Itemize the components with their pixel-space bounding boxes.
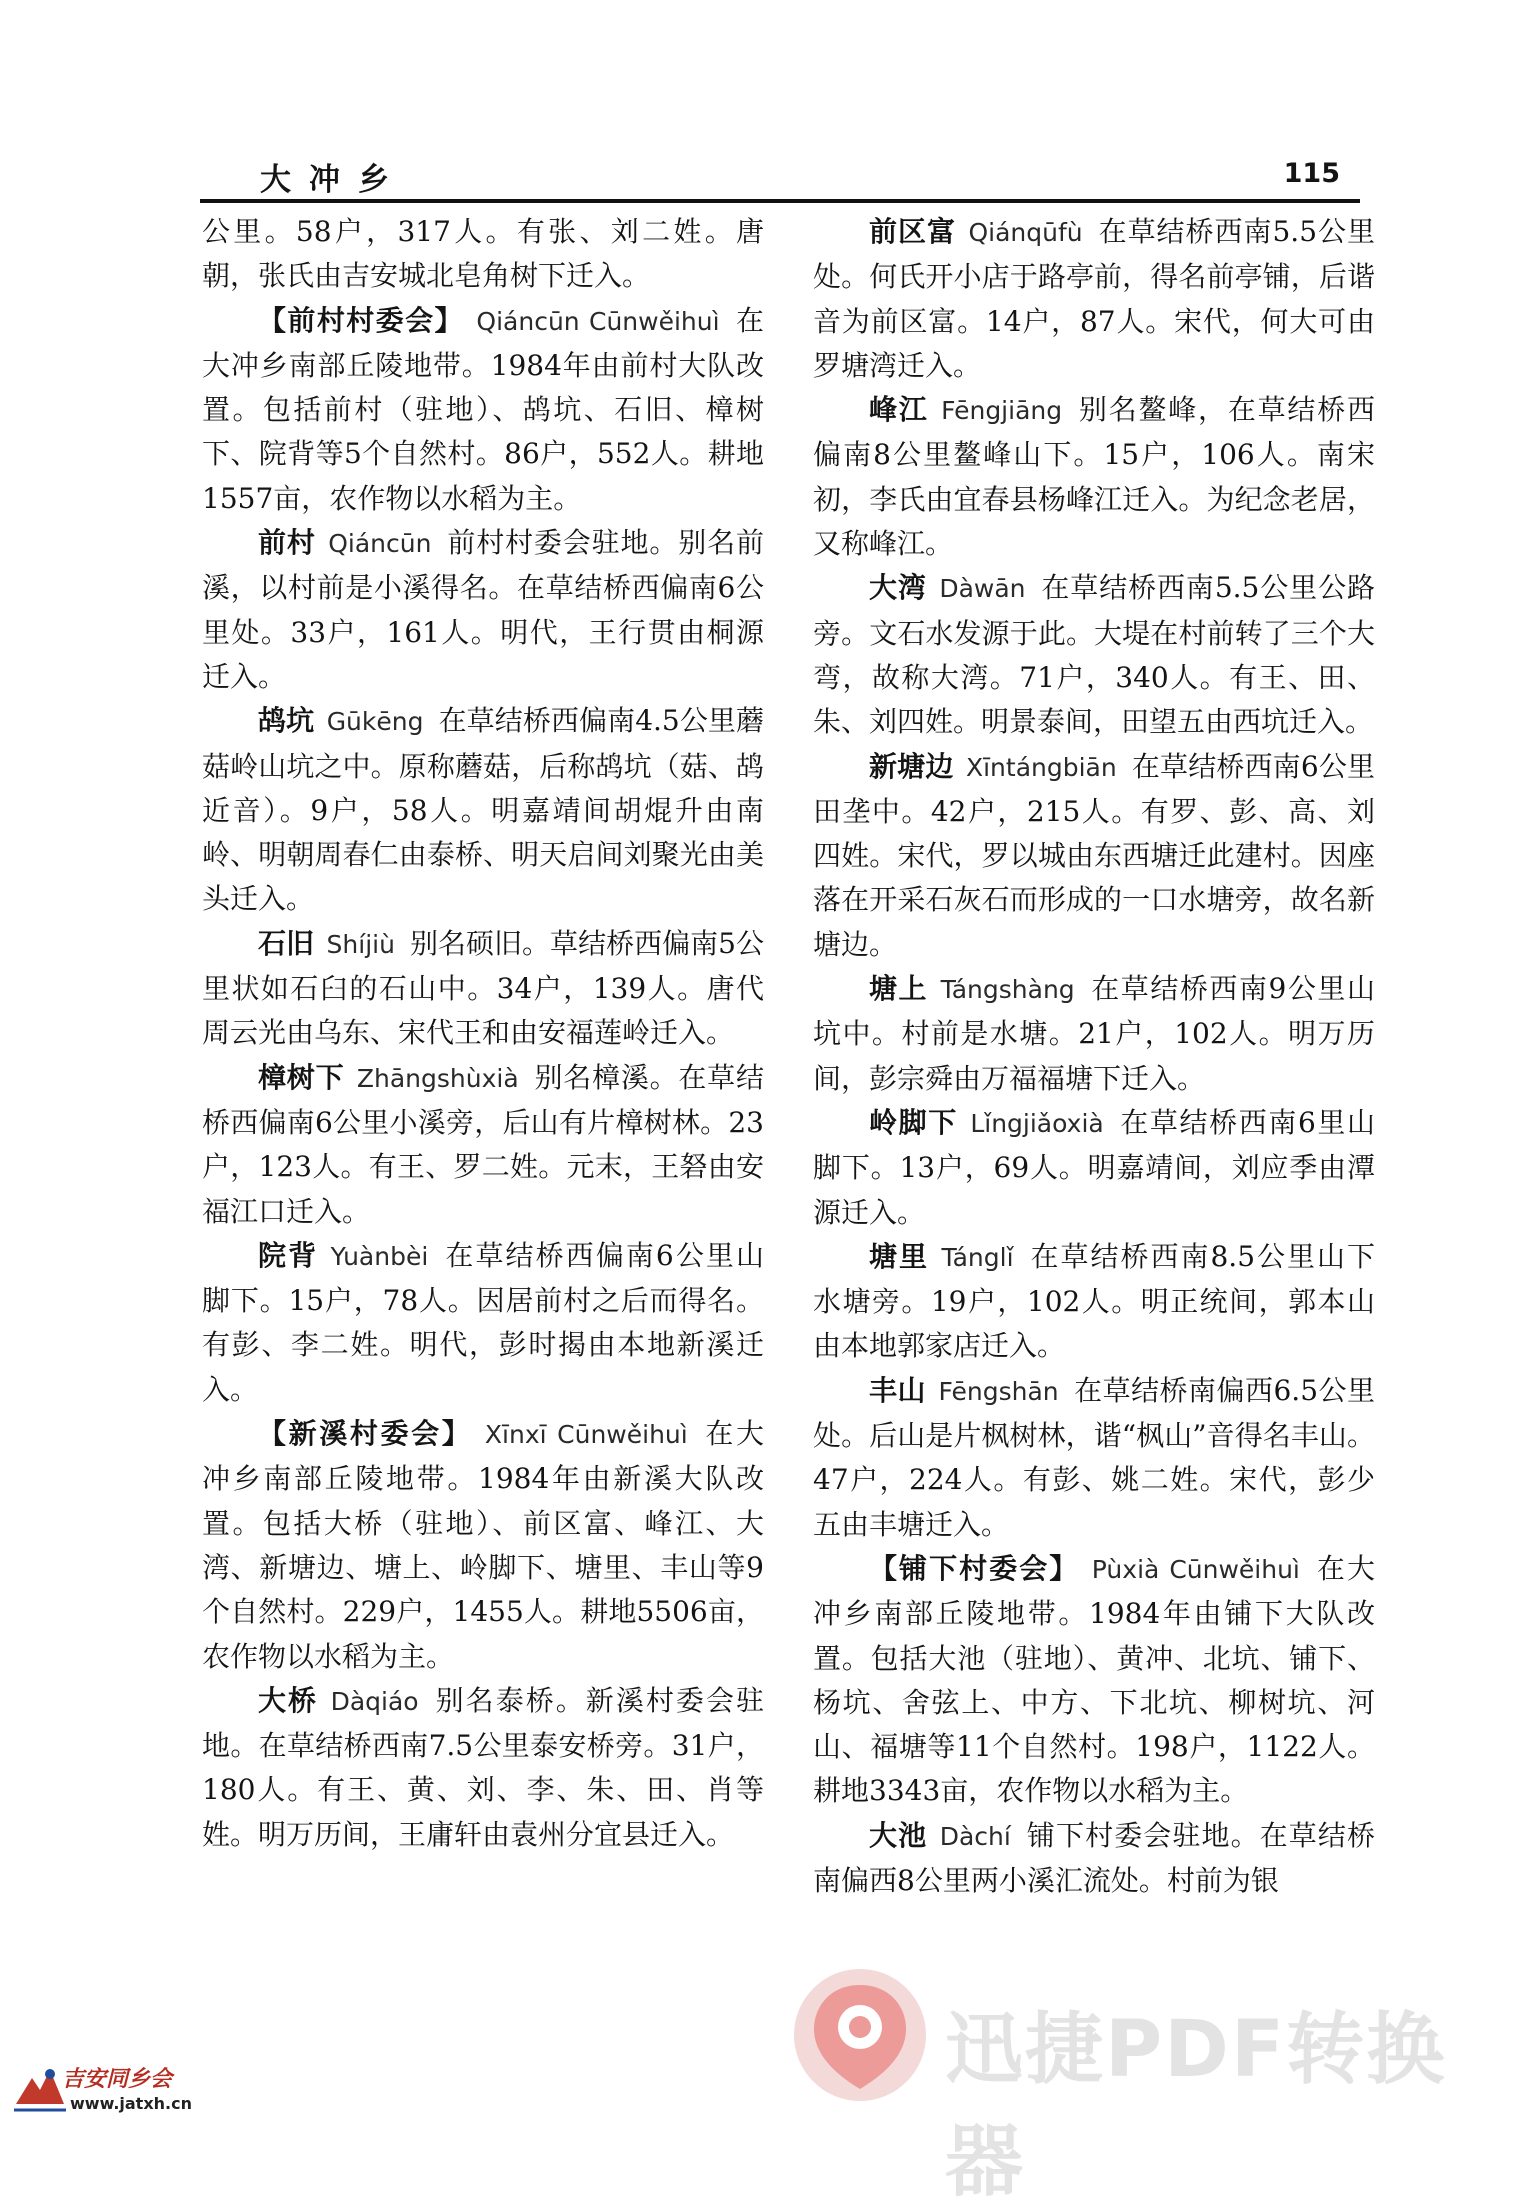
entry-text: 在草结桥西南8.5公里山下水塘旁。19户，102人。明正统间，郭本山由本地郭家店迁入。 xyxy=(813,1239,1375,1363)
entry-text: 别名泰桥。新溪村委会驻地。在草结桥西南7.5公里泰安桥旁。31户，180人。有王、黄、刘、李、朱、田、肖等姓。明万历间，王庸轩由袁州分宜县迁入。 xyxy=(202,1683,764,1851)
village-entry xyxy=(813,210,1375,388)
village-entry xyxy=(202,1234,764,1412)
pdf-converter-logo-icon xyxy=(790,1965,930,2105)
village-entry xyxy=(813,1369,1375,1547)
village-entry xyxy=(202,922,764,1056)
pinyin: Pùxià Cūnwěihuì xyxy=(1091,1554,1300,1584)
header-rule xyxy=(200,199,1360,203)
committee-entry xyxy=(202,1412,764,1679)
place-name: 石旧 xyxy=(258,926,315,960)
place-name: 前村 xyxy=(258,526,316,560)
pinyin: Dàwān xyxy=(939,574,1026,604)
committee-name: 【前村村委会】 xyxy=(258,303,464,337)
place-name: 丰山 xyxy=(869,1373,926,1407)
continued-paragraph xyxy=(202,210,764,299)
entry-text: 在草结桥西偏南6公里山脚下。15户，78人。因居前村之后而得名。有彭、李二姓。明代，彭时揭由本地新溪迁入。 xyxy=(202,1238,764,1406)
village-entry xyxy=(813,1235,1375,1369)
watermark-text: 迅捷PDF转换器 xyxy=(945,2005,1447,2207)
entry-text: 在草结桥西南9公里山坑中。村前是水塘。21户，102人。明万历间，彭宗舜由万福福塘下迁入。 xyxy=(813,972,1375,1095)
pinyin: Yuànbèi xyxy=(330,1241,429,1271)
village-entry xyxy=(813,745,1375,967)
entry-text: 在草结桥西南6里山脚下。13户，69人。明嘉靖间，刘应季由潭源迁入。 xyxy=(813,1105,1375,1229)
converter-watermark xyxy=(790,1965,1510,2207)
place-name: 塘上 xyxy=(869,972,929,1006)
pinyin: Tángshàng xyxy=(940,975,1075,1005)
pinyin: Fēngjiāng xyxy=(941,396,1063,426)
place-name: 峰江 xyxy=(869,393,929,427)
village-entry xyxy=(202,1679,764,1857)
village-entry xyxy=(813,566,1375,744)
village-entry xyxy=(813,967,1375,1101)
pinyin: Shíjiù xyxy=(326,929,395,959)
site-name: 吉安同乡会 xyxy=(62,2066,173,2092)
committee-name: 【新溪村委会】 xyxy=(258,1417,473,1451)
pinyin: Fēngshān xyxy=(938,1376,1059,1406)
entry-text: 前村村委会驻地。别名前溪，以村前是小溪得名。在草结桥西偏南6公里处。33户，161人。明代，王行贯由桐源迁入。 xyxy=(202,526,764,693)
pinyin: Gūkēng xyxy=(326,707,424,737)
entry-text: 在草结桥南偏西6.5公里处。后山是片枫树林，谐“枫山”音得名丰山。47户，224人。有彭、姚二姓。宋代，彭少五由丰塘迁入。 xyxy=(813,1373,1375,1541)
entry-text: 别名鳌峰，在草结桥西偏南8公里鳌峰山下。15户，106人。南宋初，李氏由宜春县杨峰江迁入。为纪念老居，又称峰江。 xyxy=(813,393,1375,561)
section-title: 大冲乡 xyxy=(260,162,407,198)
entry-text: 在草结桥西偏南4.5公里蘑菇岭山坑之中。原称蘑菇，后称鸪坑（菇、鸪近音）。9户，58人。明嘉靖间胡焜升由南岭、明朝周春仁由泰桥、明天启间刘聚光由美头迁入。 xyxy=(202,704,764,916)
entry-text: 在草结桥西南6公里田垄中。42户，215人。有罗、彭、高、刘四姓。宋代，罗以城由东西塘迁此建村。因座落在开采石灰石而形成的一口水塘旁，故名新塘边。 xyxy=(813,749,1375,961)
pinyin: Qiáncūn Cūnwěihuì xyxy=(476,306,720,336)
left-column xyxy=(202,210,764,1857)
entry-text: 别名硕旧。草结桥西偏南5公里状如石臼的石山中。34户，139人。唐代周云光由乌东、宋代王和由安福莲岭迁入。 xyxy=(202,926,764,1050)
village-entry xyxy=(202,1056,764,1234)
committee-entry xyxy=(813,1547,1375,1814)
entry-text: 在草结桥西南5.5公里公路旁。文石水发源于此。大堤在村前转了三个大弯，故称大湾。71户，340人。有王、田、朱、刘四姓。明景泰间，田望五由西坑迁入。 xyxy=(813,571,1375,739)
place-name: 大湾 xyxy=(869,571,927,605)
committee-entry xyxy=(202,299,764,521)
eagle-emblem-icon xyxy=(10,2060,70,2120)
pinyin: Zhāngshùxià xyxy=(356,1063,519,1093)
pinyin: Tánglǐ xyxy=(941,1242,1014,1272)
pinyin: Dàchí xyxy=(939,1821,1011,1851)
pinyin: Xīntángbiān xyxy=(965,752,1117,782)
place-name: 前区富 xyxy=(869,215,956,248)
pinyin: Qiáncūn xyxy=(328,529,432,559)
right-column xyxy=(813,210,1375,1903)
entry-text: 铺下村委会驻地。在草结桥南偏西8公里两小溪汇流处。村前为银 xyxy=(813,1818,1375,1897)
village-entry xyxy=(813,1814,1375,1904)
place-name: 塘里 xyxy=(869,1239,929,1273)
site-badge[interactable] xyxy=(10,2060,192,2120)
entry-text: 在大冲乡南部丘陵地带。1984年由前村大队改置。包括前村（驻地）、鸪坑、石旧、樟树下、院背等5个自然村。86户，552人。耕地1557亩，农作物以水稻为主。 xyxy=(202,303,764,515)
place-name: 樟树下 xyxy=(258,1060,345,1094)
place-name: 大池 xyxy=(869,1818,928,1852)
site-url[interactable]: www.jatxh.cn xyxy=(70,2094,192,2113)
pinyin: Lǐngjiǎoxià xyxy=(970,1108,1104,1138)
place-name: 鸪坑 xyxy=(258,704,315,738)
village-entry xyxy=(202,521,764,699)
village-entry xyxy=(813,1101,1375,1235)
page-number: 115 xyxy=(1283,158,1340,189)
place-name: 岭脚下 xyxy=(869,1105,958,1139)
place-name: 院背 xyxy=(258,1238,319,1272)
village-entry xyxy=(202,699,764,921)
committee-name: 【铺下村委会】 xyxy=(869,1551,1080,1585)
entry-text: 在大冲乡南部丘陵地带。1984年由新溪大队改置。包括大桥（驻地）、前区富、峰江、大湾、新塘边、塘上、岭脚下、塘里、丰山等9个自然村。229户，1455人。耕地5506亩，农作物以水稻为主。 xyxy=(202,1417,764,1673)
entry-text: 在草结桥西南5.5公里处。何氏开小店于路亭前，得名前亭铺，后谐音为前区富。14户，87人。宋代，何大可由罗塘湾迁入。 xyxy=(813,215,1375,382)
pinyin: Xīnxī Cūnwěihuì xyxy=(484,1420,688,1450)
entry-text: 公里。58户，317人。有张、刘二姓。唐朝，张氏由吉安城北皂角树下迁入。 xyxy=(202,215,764,293)
place-name: 大桥 xyxy=(258,1683,319,1717)
pinyin: Dàqiáo xyxy=(330,1686,419,1716)
pinyin: Qiánqūfù xyxy=(968,218,1083,247)
entry-text: 在大冲乡南部丘陵地带。1984年由铺下大队改置。包括大池（驻地）、黄冲、北坑、铺下、杨坑、舍弦上、中方、下北坑、柳树坑、河山、福塘等11个自然村。198户，1122人。耕地3343亩，农作物以水稻为主。 xyxy=(813,1551,1375,1808)
village-entry xyxy=(813,388,1375,566)
entry-text: 别名樟溪。在草结桥西偏南6公里小溪旁，后山有片樟树林。23户，123人。有王、罗二姓。元末，王砮由安福江口迁入。 xyxy=(202,1060,764,1228)
page-header xyxy=(200,150,1360,198)
place-name: 新塘边 xyxy=(869,749,954,783)
